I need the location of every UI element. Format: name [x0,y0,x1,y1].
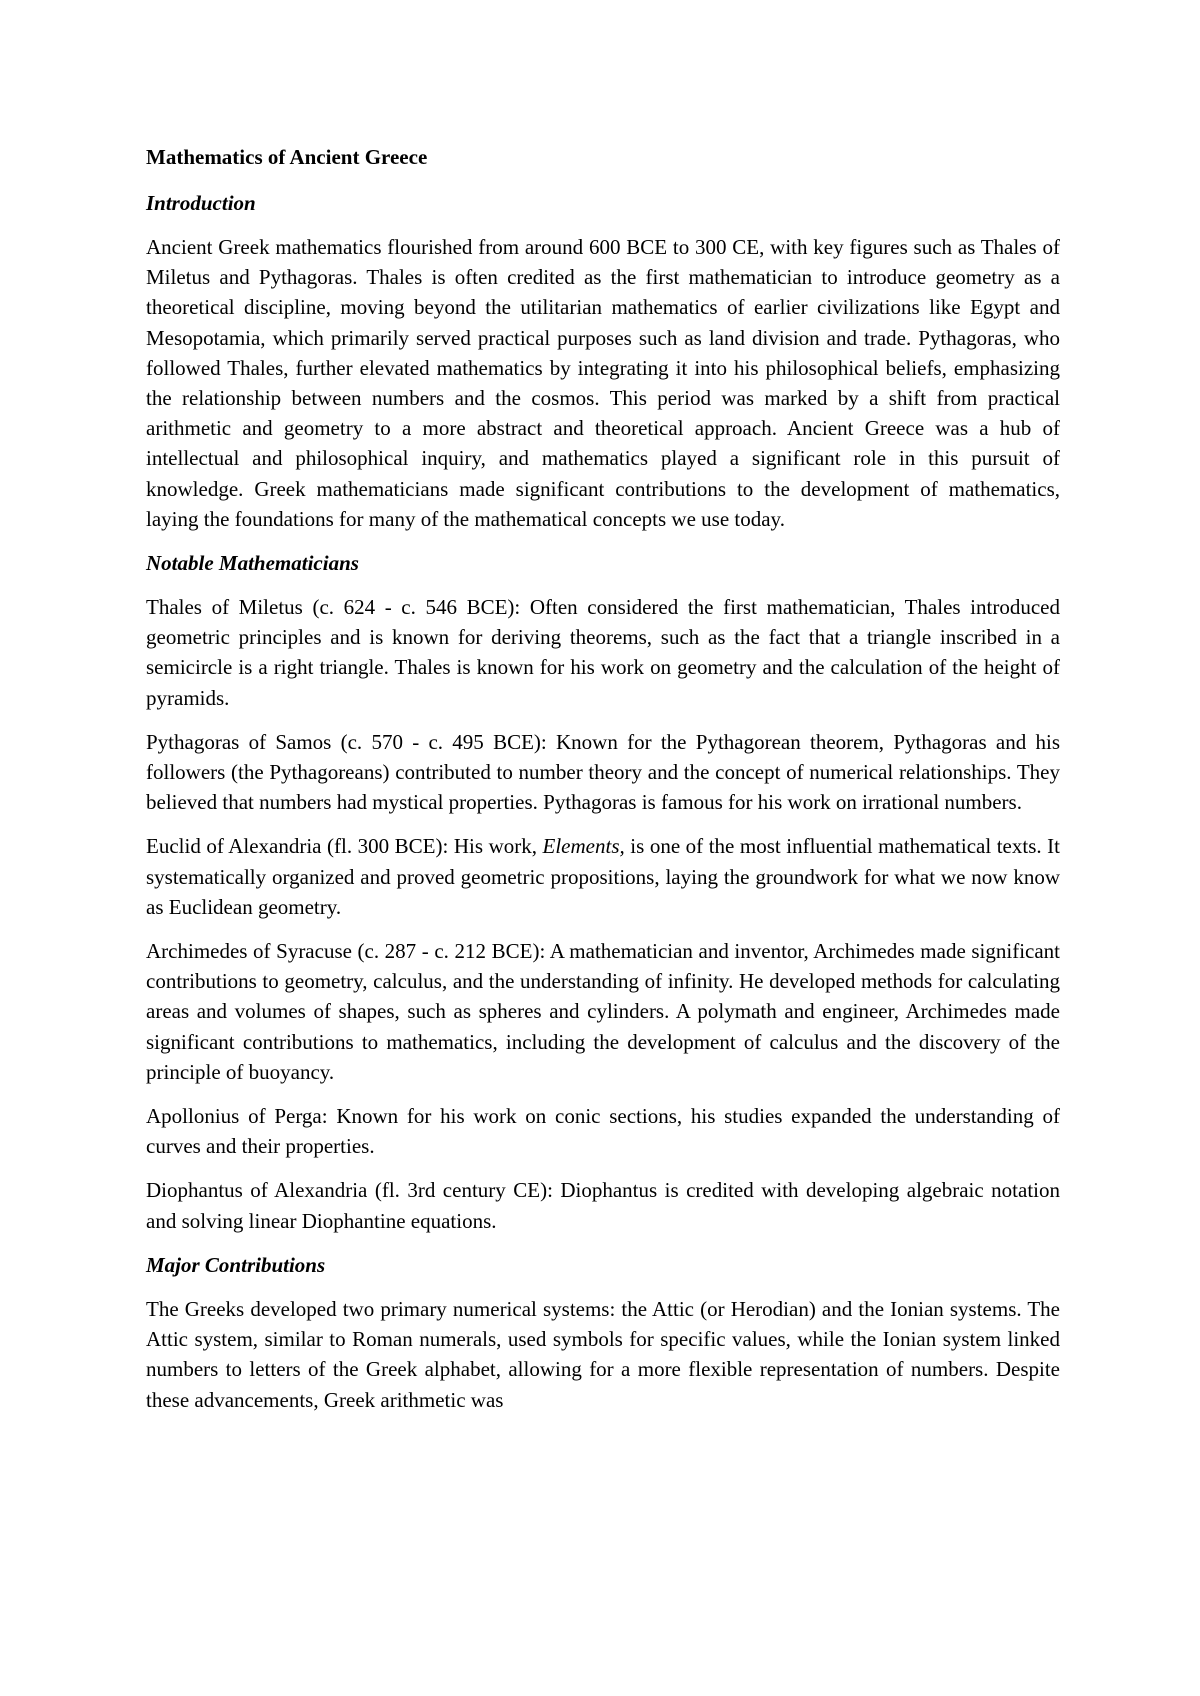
euclid-work-title: Elements, [542,834,625,859]
euclid-text-end: is one of the most influential mathematical texts. It systematically organized and proved geometric propositions, laying the groundwork for what we now know as Euclidean geometry. [146,834,1060,919]
paragraph-apollonius: Apollonius of Perga: Known for his work on conic sections, his studies expanded the understanding of curves and their properties. [146,1104,1060,1159]
document-title: Mathematics of Ancient Greece [146,145,428,169]
section-heading-major-contributions: Major Contributions [146,1252,326,1277]
document-body [146,142,1060,1429]
paragraph-pythagoras: Pythagoras of Samos (c. 570 - c. 495 BCE): Known for the Pythagorean theorem, Pythagoras and his followers (the Pythagoreans) contributed to number theory and the concept of numerical relationships. They believed that numbers had mystical properties. Pythagoras is famous for his work on irrational numbers. [146,729,1060,815]
euclid-text-start: Euclid of Alexandria (fl. 300 BCE): His work, [146,834,543,859]
section-heading-notable-mathematicians: Notable Mathematicians [146,551,359,576]
paragraph-diophantus: Diophantus of Alexandria (fl. 3rd century CE): Diophantus is credited with developing algebraic notation and solving linear Diophantine equations. [146,1178,1060,1233]
paragraph-archimedes: Archimedes of Syracuse (c. 287 - c. 212 BCE): A mathematician and inventor, Archimedes made significant contributions to geometry, calculus, and the understanding of infinity. He developed methods for calculating areas and volumes of shapes, such as spheres and cylinders. A polymath and engineer, Archimedes made significant contributions to mathematics, including the development of calculus and the discovery of the principle of buoyancy. [146,939,1060,1084]
section-heading-introduction: Introduction [146,191,256,215]
contributions-paragraph: The Greeks developed two primary numerical systems: the Attic (or Herodian) and the Ionian systems. The Attic system, similar to Roman numerals, used symbols for specific values, while the Ionian system linked numbers to letters of the Greek alphabet, allowing for a more flexible representation of numbers. Despite these advancements, Greek arithmetic was [146,1296,1060,1412]
introduction-paragraph: Ancient Greek mathematics flourished from around 600 BCE to 300 CE, with key figures such as Thales of Miletus and Pythagoras. Thales is often credited as the first mathematician to introduce geometry as a theoretical discipline, moving beyond the utilitarian mathematics of earlier civilizations like Egypt and Mesopotamia, which primarily served practical purposes such as land division and trade. Pythagoras, who followed Thales, further elevated mathematics by integrating it into his philosophical beliefs, emphasizing the relationship between numbers and the cosmos. This period was marked by a shift from practical arithmetic and geometry to a more abstract and theoretical approach. Ancient Greece was a hub of intellectual and philosophical inquiry, and mathematics played a significant role in this pursuit of knowledge. Greek mathematicians made significant contributions to the development of mathematics, laying the foundations for many of the mathematical concepts we use today. [146,235,1060,531]
paragraph-euclid [146,831,1060,922]
paragraph-thales: Thales of Miletus (c. 624 - c. 546 BCE): Often considered the first mathematician, Thales introduced geometric principles and is known for deriving theorems, such as the fact that a triangle inscribed in a semicircle is a right triangle. Thales is known for his work on geometry and the calculation of the height of pyramids. [146,595,1060,710]
